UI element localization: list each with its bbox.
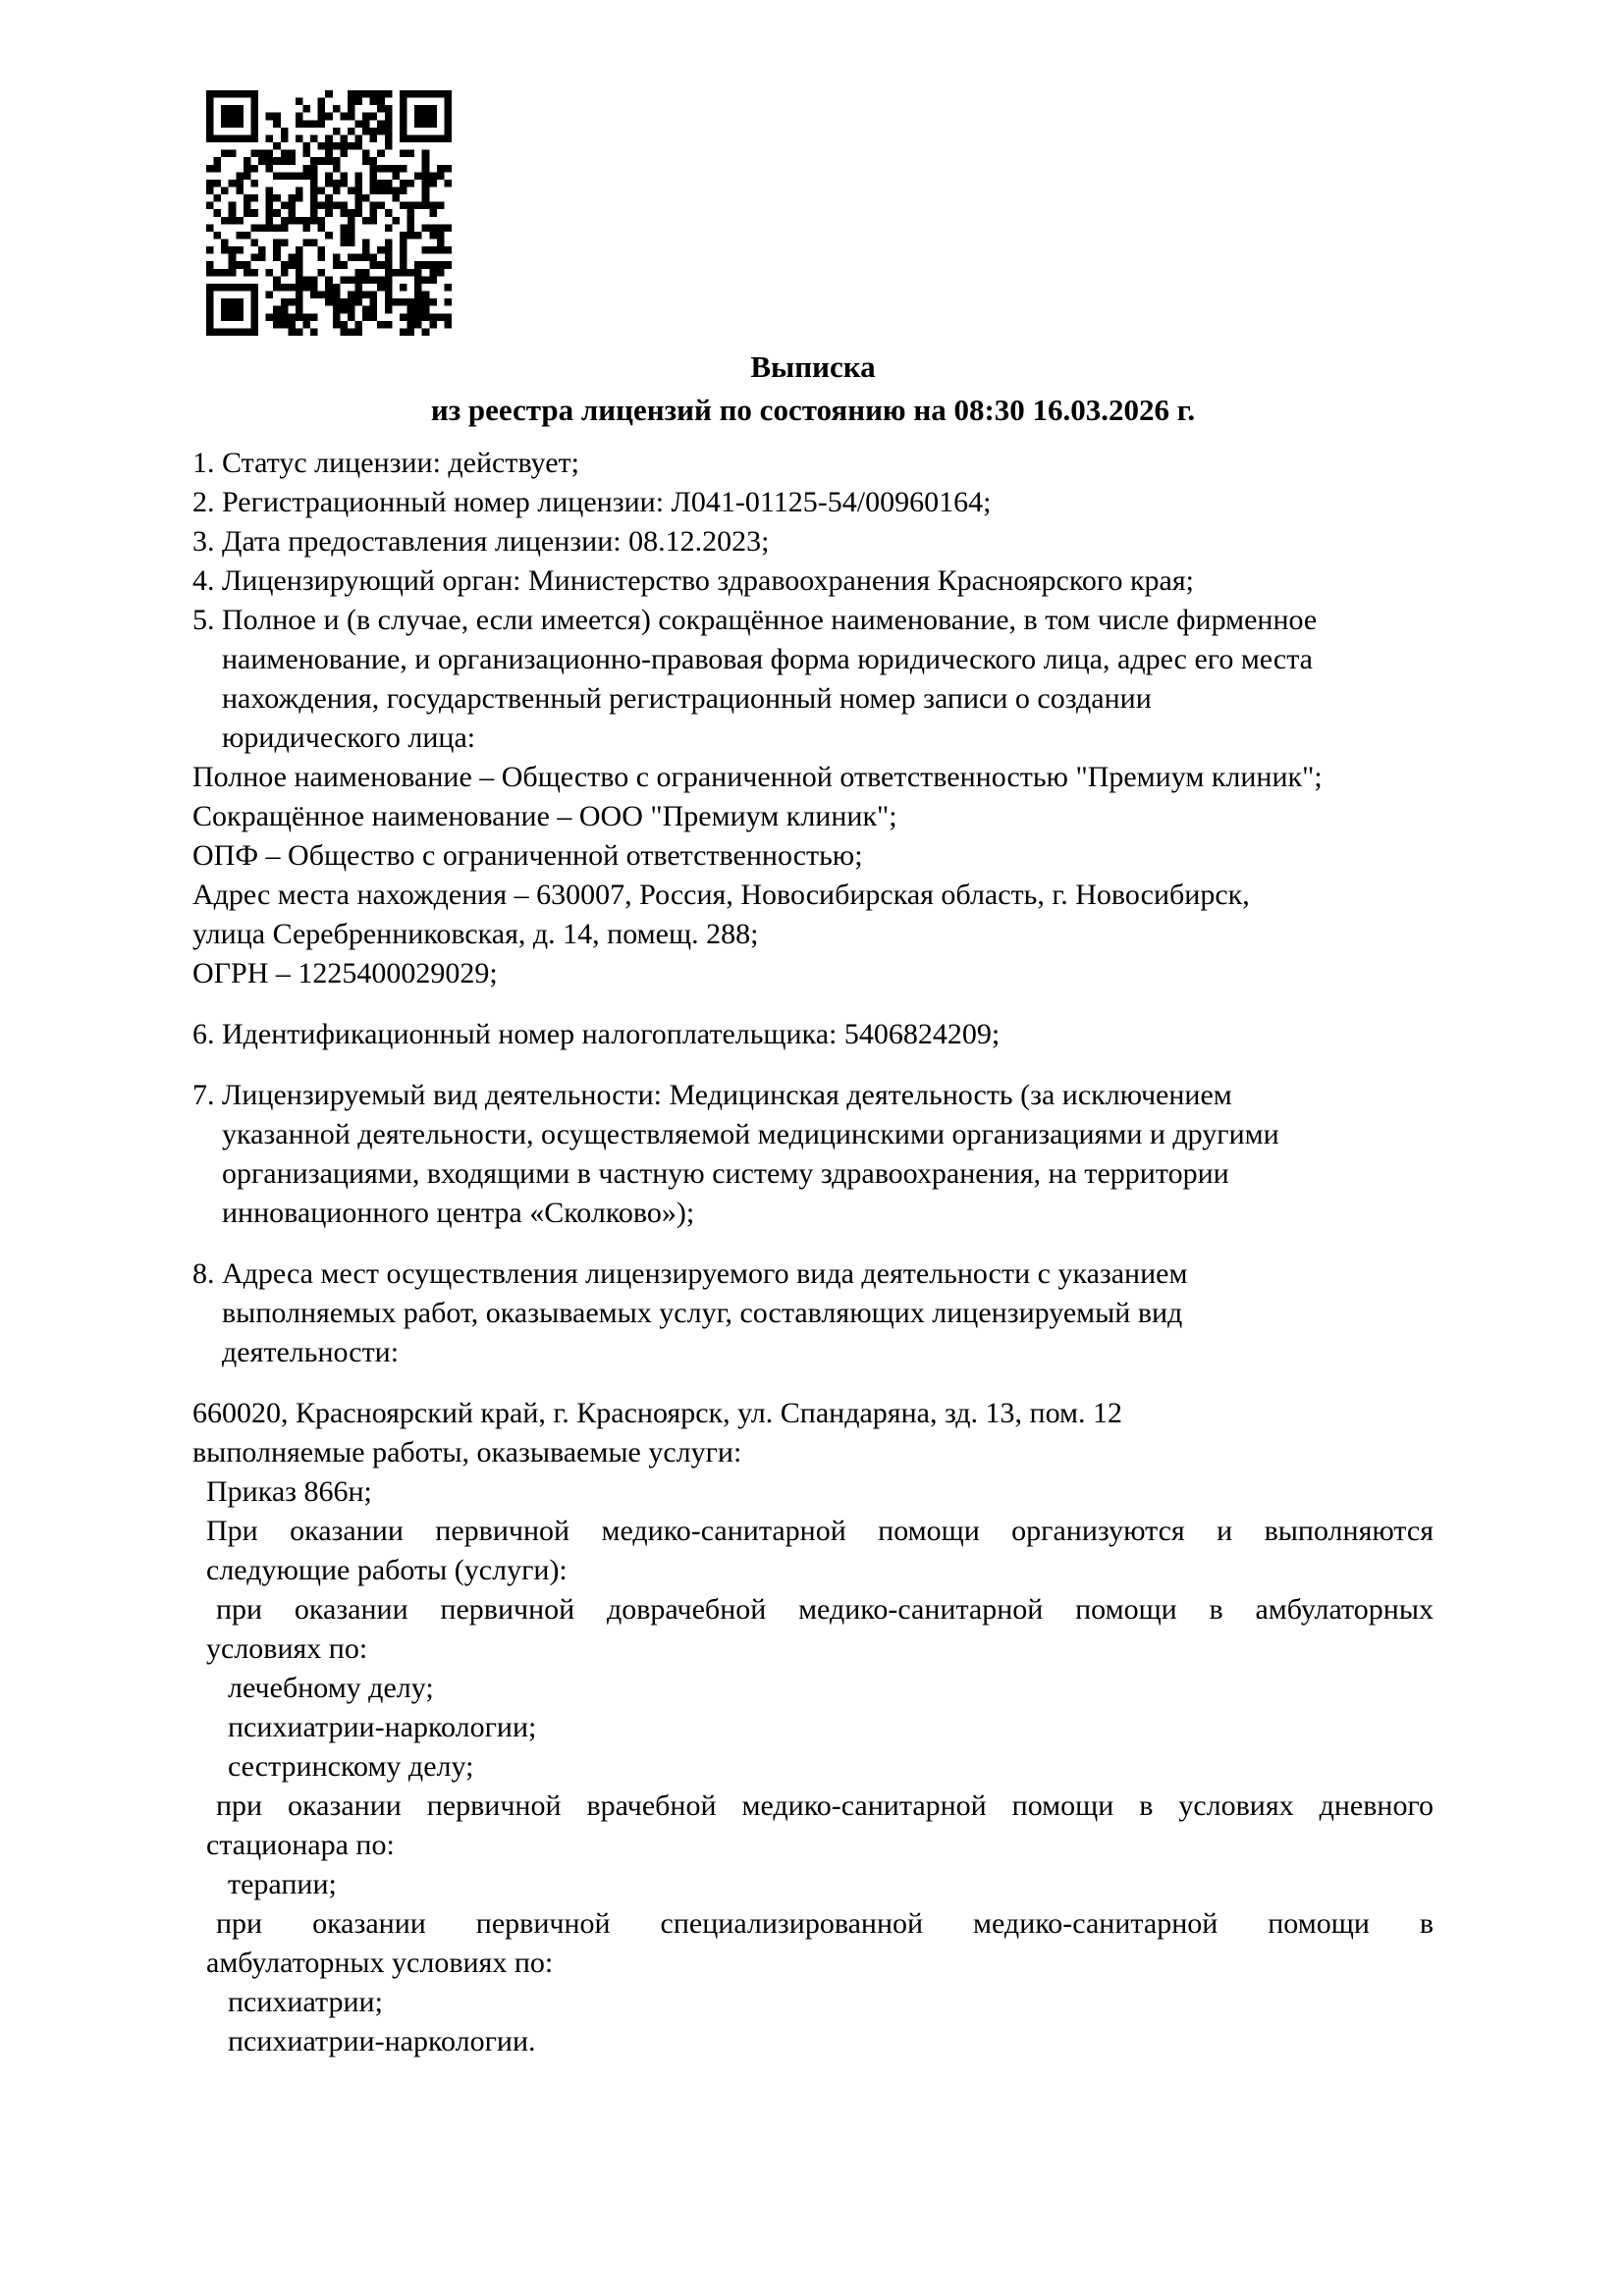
document-line: терапии; [228,1868,337,1900]
document-line: 8. Адреса мест осуществления лицензируемого вида деятельности с указанием [192,1257,1188,1290]
document-line: 5. Полное и (в случае, если имеется) сокращённое наименование, в том числе фирменное [192,604,1318,636]
document-line: ОГРН – 1225400029029; [192,957,498,989]
document-line: стационара по: [206,1829,395,1861]
document-line: сестринскому делу; [228,1750,474,1783]
document-line: Приказ 866н; [206,1475,372,1508]
document-line: при оказании первичной доврачебной медико-санитарной помощи в амбулаторных [216,1593,1434,1626]
document-line: Адрес места нахождения – 630007, Россия, Новосибирская область, г. Новосибирск, [192,879,1250,911]
document-line: улица Серебренниковская, д. 14, помещ. 288; [192,918,759,950]
document-line: 6. Идентификационный номер налогоплательщика: 5406824209; [192,1018,1001,1050]
document-line: при оказании первичной специализированной медико-санитарной помощи в [216,1907,1434,1940]
document-line: психиатрии; [228,1986,383,2018]
document-line: При оказании первичной медико-санитарной помощи организуются и выполняются [206,1515,1434,1547]
document-header [192,346,1434,432]
document-line: 1. Статус лицензии: действует; [192,447,579,479]
document-line: организациями, входящими в частную систему здравоохранения, на территории [222,1157,1229,1190]
document-body [192,346,1434,2061]
document-line: условиях по: [206,1632,368,1665]
document-subtitle: из реестра лицензий по состоянию на 08:30 16.03.2026 г. [430,393,1196,427]
document-title: Выписка [750,349,876,384]
document-line: юридического лица: [222,721,476,754]
document-line: нахождения, государственный регистрационный номер записи о создании [222,682,1152,715]
document-line: выполняемые работы, оказываемые услуги: [192,1436,742,1468]
document-line: деятельности: [222,1336,400,1368]
document-line: 4. Лицензирующий орган: Министерство здравоохранения Красноярского края; [192,564,1194,597]
document-line: Полное наименование – Общество с ограниченной ответственностью "Премиум клиник"; [192,761,1323,793]
document-line: амбулаторных условиях по: [206,1947,554,1979]
document-line: ОПФ – Общество с ограниченной ответственностью; [192,839,863,872]
document-line: инновационного центра «Сколково»); [222,1197,695,1229]
document-line: выполняемых работ, оказываемых услуг, составляющих лицензируемый вид [222,1297,1183,1329]
document-line: лечебному делу; [228,1672,434,1704]
document-line: 3. Дата предоставления лицензии: 08.12.2023; [192,525,770,558]
qr-code [206,90,452,336]
document-line: указанной деятельности, осуществляемой медицинскими организациями и другими [222,1118,1279,1150]
document-line: наименование, и организационно-правовая форма юридического лица, адрес его места [222,643,1313,675]
document-line: Сокращённое наименование – ООО "Премиум клиник"; [192,800,897,832]
document-lines [192,444,1434,2061]
document-line: следующие работы (услуги): [206,1554,568,1586]
document-line: 7. Лицензируемый вид деятельности: Медицинская деятельность (за исключением [192,1079,1232,1111]
document-line: психиатрии-наркологии. [228,2025,536,2057]
document-line: психиатрии-наркологии; [228,1711,537,1743]
document-line: 2. Регистрационный номер лицензии: Л041-01125-54/00960164; [192,486,992,518]
document-line: при оказании первичной врачебной медико-санитарной помощи в условиях дневного [216,1789,1434,1822]
document-line: 660020, Красноярский край, г. Красноярск, ул. Спандаряна, зд. 13, пом. 12 [192,1397,1122,1429]
